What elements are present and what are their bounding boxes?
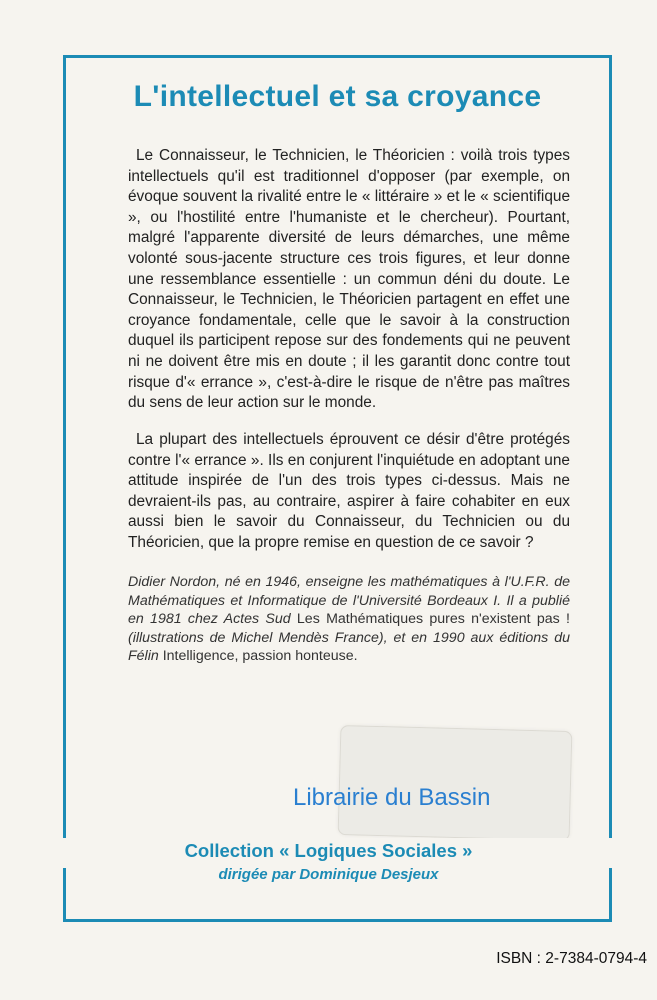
bio-text: Didier Nordon, né en 1946, enseigne les mathématiques à l'U.F.R. de Mathématiques et Informatique de l'Université Bordeaux I. Il a publié en 1981 chez Actes Sud — [128, 574, 570, 627]
book-title: L'intellectuel et sa croyance — [133, 80, 542, 113]
bio-book-title: Intelligence, passion honteuse. — [162, 648, 358, 664]
bookseller-stamp: Librairie du Bassin — [293, 784, 491, 811]
paragraph-text: Le Connaisseur, le Technicien, le Théoricien : voilà trois types intellectuels qu'il est traditionnel d'opposer (par exemple, on évoque souvent la rivalité entre le « littéraire » et le « scientifique », ou l'hostilité entre l'humaniste et le chercheur). Pourtant, malgré l'apparente diversité de leurs démarches, une même volonté sous-jacente structure ces trois figures, et leur donne une ressemblance essentielle : un commun déni du doute. Le Connaisseur, le Technicien, le Théoricien partagent en effet une croyance fondamentale, celle que le savoir à la construction duquel ils participent repose sur des fondements qui ne peuvent ni ne doivent être mis en doute ; il les garantit donc contre tout risque d'« errance », c'est-à-dire le risque de n'être pas maîtres du sens de leur action sur le monde. — [128, 147, 570, 412]
paragraph-1 — [128, 146, 570, 414]
bio-text: (illustrations de Michel Mendès France), et en 1990 aux éditions du Félin — [128, 629, 570, 664]
author-bio — [128, 573, 570, 666]
price-sticker-residue — [338, 725, 573, 841]
paragraph-text: La plupart des intellectuels éprouvent ce désir d'être protégés contre l'« errance ». Ils en conjurent l'inquiétude en adoptant une attitude inspirée de l'un des trois types ci-dessus. Mais ne devraient-ils pas, au contraire, aspirer à faire cohabiter en eux aussi bien le savoir du Connaisseur, du Technicien ou du Théoricien, que la propre remise en question de ce savoir ? — [128, 431, 570, 551]
bio-book-title: Les Mathématiques pures n'existent pas ! — [296, 611, 570, 627]
isbn: ISBN : 2-7384-0794-4 — [496, 950, 647, 967]
paragraph-2 — [128, 430, 570, 554]
collection-director: dirigée par Dominique Desjeux — [218, 866, 439, 883]
collection-line — [0, 838, 657, 868]
collection-name: Collection « Logiques Sociales » — [184, 840, 473, 861]
